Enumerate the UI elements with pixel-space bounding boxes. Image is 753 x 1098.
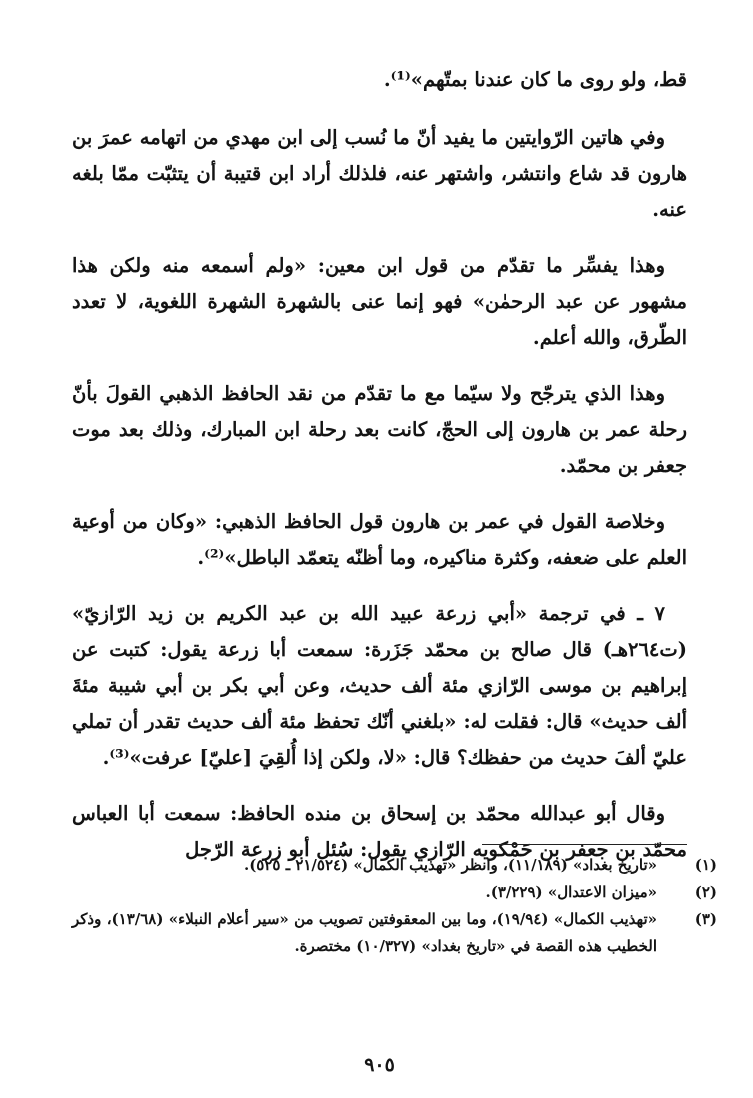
footnote-3 (72, 906, 717, 960)
page-number: ٩٠٥ (364, 1054, 395, 1076)
footnote-number: (٢) (694, 883, 717, 901)
paragraph-ibn-mandah: وقال أبو عبدالله محمّد بن إسحاق بن منده الحافظ: سمعت أبا العباس محمّد بن جعفر بن حَمْكويه الرّازي يقول: سُئل أبو زرعة الرّجل (72, 802, 687, 861)
footnotes (72, 852, 717, 960)
paragraph-continuation: قط، ولو روى ما كان عندنا بمتّهم»⁽¹⁾. (383, 68, 687, 91)
paragraph-dhahabi-critique: وهذا الذي يترجّح ولا سيّما مع ما تقدّم من نقد الحافظ الذهبي القولَ بأنّ رحلة عمر بن هارون إلى الحجّ، كانت بعد رحلة ابن المبارك، وذلك بعد موت جعفر بن محمّد. (72, 382, 687, 477)
footnote-text: «تاريخ بغداد» (١١/١٨٩)، وانظر «تهذيب الكمال» (٢١/٥٢٤ ـ ٥٢٥). (243, 856, 657, 874)
footnote-number: (٣) (694, 910, 717, 928)
footnote-text: «ميزان الاعتدال» (٣/٢٢٩). (485, 883, 657, 901)
footnote-text: «تهذيب الكمال» (١٩/٩٤)، وما بين المعقوفتين تصويب من «سير أعلام النبلاء» (١٣/٦٨)، وذكر الخطيب هذه القصة في «تاريخ بغداد» (١٠/٣٢٧) مختصرة. (72, 910, 657, 955)
footnote-2 (72, 879, 717, 906)
paragraph-ibn-maeen: وهذا يفسِّر ما تقدّم من قول ابن معين: «ولم أسمعه منه ولكن هذا مشهور عن عبد الرحمٰن» فهو إنما عنى بالشهرة الشهرة اللغوية، لا تعدد الطّرق، والله أعلم. (72, 254, 687, 349)
paragraph-summary: وخلاصة القول في عمر بن هارون قول الحافظ الذهبي: «وكان من أوعية العلم على ضعفه، وكثرة مناكيره، وما أظنّه يتعمّد الباطل»⁽²⁾. (72, 510, 687, 569)
footnote-number: (١) (694, 856, 717, 874)
footnote-separator (482, 844, 687, 845)
book-page (72, 62, 717, 1076)
footnote-1 (72, 852, 717, 879)
paragraph-abu-zura: ٧ ـ في ترجمة «أبي زرعة عبيد الله بن عبد الكريم بن زيد الرّازيّ» (ت٢٦٤هـ) قال صالح بن محمّد جَزَرة: سمعت أبا زرعة يقول: كتبت عن إبراهيم بن موسى الرّازي مئة ألف حديث، وعن أبي بكر بن أبي شيبة مئةَ ألف حديث» قال: فقلت له: «بلغني أنّك تحفظ مئة ألف حديث تقدر أن تملي عليّ ألفَ حديث من حفظك؟ قال: «لا، ولكن إذا أُلقِيَ [عليّ] عرفت»⁽³⁾. (72, 602, 687, 769)
paragraph-narrations: وفي هاتين الرّوايتين ما يفيد أنّ ما نُسب إلى ابن مهدي من اتهامه عمرَ بن هارون قد شاع وانتشر، واشتهر عنه، فلذلك أراد ابن قتيبة أن يتثبّت ممّا بلغه عنه. (72, 126, 687, 221)
